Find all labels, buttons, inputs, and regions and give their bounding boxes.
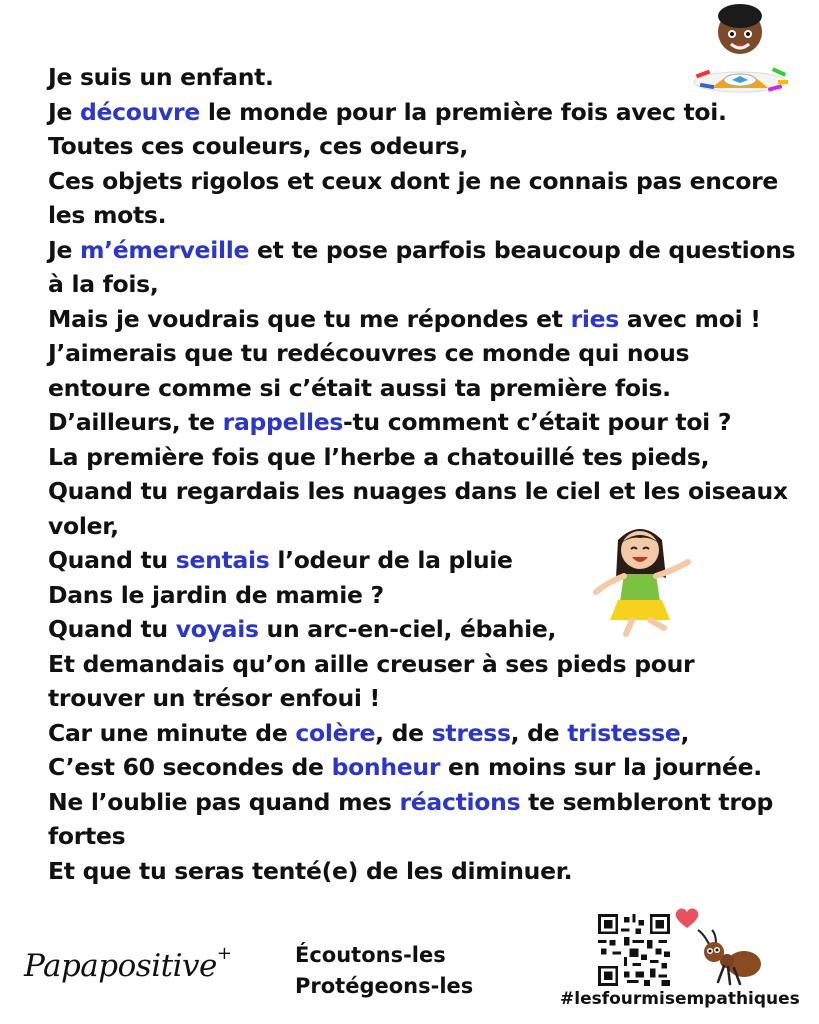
poem-line xyxy=(48,336,808,371)
line-text: fortes xyxy=(48,822,126,850)
ant-icon xyxy=(694,928,764,988)
heart-icon xyxy=(674,906,700,930)
line-text: J’aimerais que tu redécouvres ce monde qui nous xyxy=(48,339,690,367)
line-text: , xyxy=(680,718,690,747)
line-text: les mots. xyxy=(48,201,167,229)
line-text: l’odeur de la pluie xyxy=(269,546,513,574)
poem-line xyxy=(48,302,808,337)
brand-logo-plus: + xyxy=(216,942,232,964)
highlighted-word: réactions xyxy=(399,787,521,816)
poem-line xyxy=(48,647,808,682)
line-text: Toutes ces couleurs, ces odeurs, xyxy=(48,132,468,160)
line-text: C’est 60 secondes de xyxy=(48,753,332,781)
highlighted-word: tristesse xyxy=(567,718,681,747)
poem-line xyxy=(48,543,808,578)
highlighted-word: m’émerveille xyxy=(79,235,250,264)
poem xyxy=(48,60,808,888)
line-text: voler, xyxy=(48,511,119,540)
highlighted-word: stress xyxy=(431,718,511,747)
qr-code[interactable] xyxy=(598,914,670,986)
line-text: trouver un trésor enfoui ! xyxy=(48,684,380,712)
highlighted-word: voyais xyxy=(175,615,259,643)
poem-line xyxy=(48,681,808,716)
brand-logo xyxy=(24,942,232,984)
hashtag: #lesfourmisempathiques xyxy=(560,989,800,1009)
line-text: Mais je voudrais que tu me répondes et xyxy=(48,304,571,333)
line-text: à la fois, xyxy=(48,270,159,298)
poem-line xyxy=(48,474,808,509)
line-text: et te pose parfois beaucoup de questions xyxy=(249,235,796,264)
line-text: Quand tu regardais les nuages dans le ciel et les oiseaux xyxy=(48,477,788,505)
poem-line xyxy=(48,129,808,164)
line-text: le monde pour la première fois avec toi. xyxy=(199,97,727,126)
highlighted-word: sentais xyxy=(175,546,270,574)
poem-line xyxy=(48,164,808,199)
line-text: Je xyxy=(48,97,80,126)
tagline-protegeons: Protégeons-les xyxy=(295,974,474,998)
line-text: D’ailleurs, te xyxy=(48,408,223,436)
line-text: Dans le jardin de mamie ? xyxy=(48,580,384,609)
poem-line xyxy=(48,95,808,130)
poem-line xyxy=(48,785,808,820)
poem-line xyxy=(48,405,808,440)
poem-line xyxy=(48,716,808,751)
line-text: Car une minute de xyxy=(48,718,296,747)
line-text: en moins sur la journée. xyxy=(440,753,762,781)
poem-line xyxy=(48,578,808,613)
tagline-ecoutons: Écoutons-les xyxy=(295,943,446,967)
poem-line xyxy=(48,854,808,889)
line-text: Et demandais qu’on aille creuser à ses pieds pour xyxy=(48,649,695,678)
line-text: Je suis un enfant. xyxy=(48,63,274,91)
poem-line xyxy=(48,60,808,95)
line-text: , de xyxy=(375,718,432,747)
line-text: La première fois que l’herbe a chatouillé tes pieds, xyxy=(48,442,710,471)
footer-tagline xyxy=(295,940,473,1002)
highlighted-word: colère xyxy=(295,718,376,747)
line-text: , de xyxy=(510,718,568,747)
poem-line xyxy=(48,267,808,302)
line-text: -tu comment c’était pour toi ? xyxy=(343,408,732,436)
poem-line xyxy=(48,198,808,233)
poem-line xyxy=(48,750,808,785)
highlighted-word: découvre xyxy=(79,97,200,126)
poem-line xyxy=(48,509,808,544)
line-text: Ces objets rigolos et ceux dont je ne connais pas encore xyxy=(48,166,779,195)
poem-line xyxy=(48,371,808,406)
line-text: avec moi ! xyxy=(618,304,761,333)
highlighted-word: bonheur xyxy=(331,753,441,781)
poem-line xyxy=(48,612,808,647)
highlighted-word: ries xyxy=(570,304,619,333)
line-text: Ne l’oublie pas quand mes xyxy=(48,787,400,816)
line-text: Et que tu seras tenté(e) de les diminuer. xyxy=(48,856,573,885)
line-text: Quand tu xyxy=(48,546,176,574)
line-text: te sembleront trop xyxy=(520,787,773,816)
line-text: Quand tu xyxy=(48,615,176,643)
poem-line xyxy=(48,233,808,268)
highlighted-word: rappelles xyxy=(222,408,344,436)
line-text: un arc-en-ciel, ébahie, xyxy=(258,615,557,643)
brand-logo-text: Papapositive xyxy=(24,948,217,984)
line-text: entoure comme si c’était aussi ta première fois. xyxy=(48,373,671,402)
line-text: Je xyxy=(48,235,80,264)
poem-line xyxy=(48,440,808,475)
poem-line xyxy=(48,819,808,854)
